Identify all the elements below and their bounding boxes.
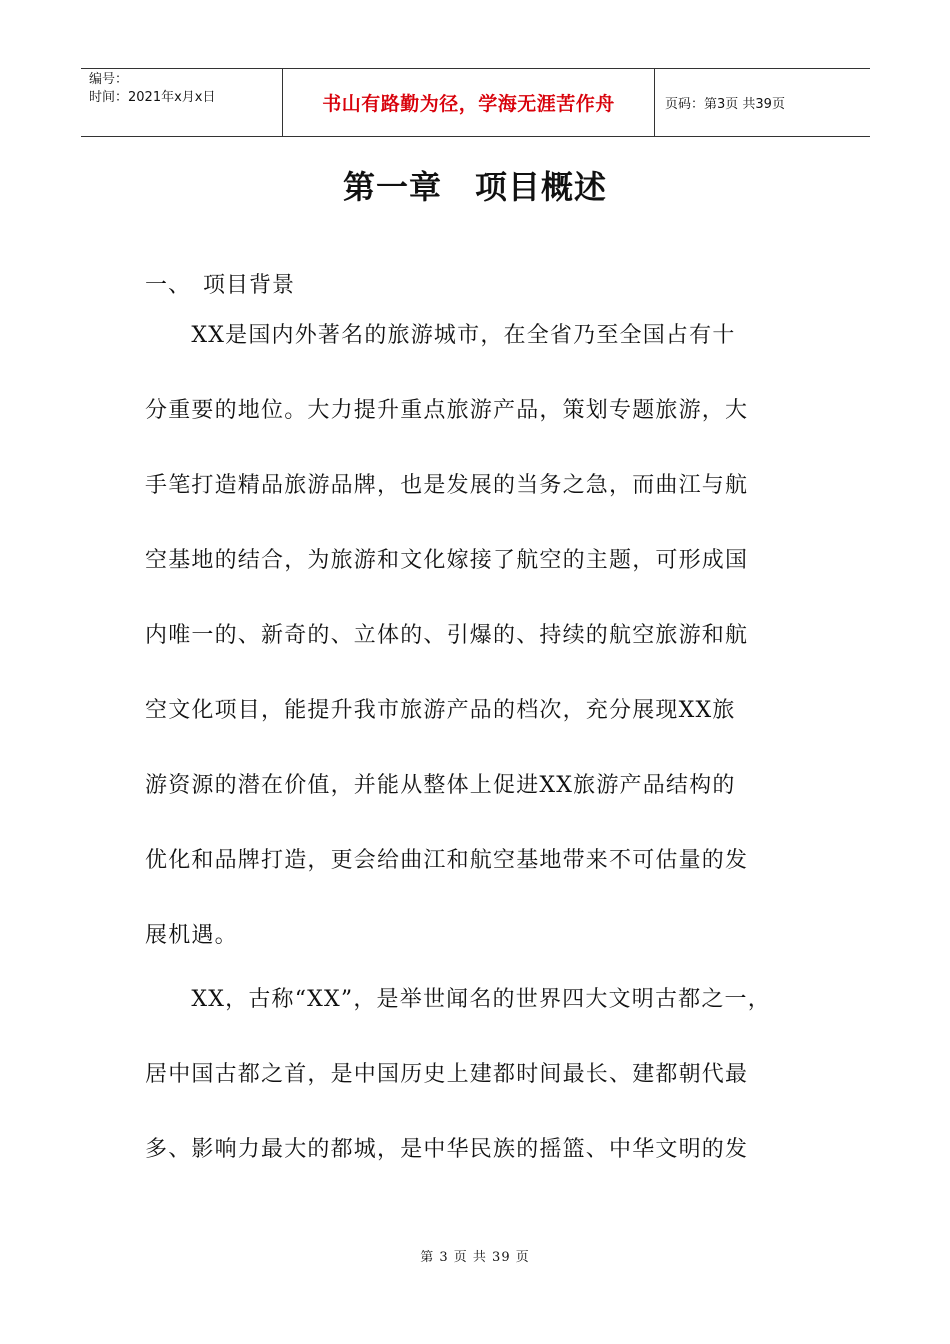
text-line: 多、影响力最大的都城，是中华民族的摇篮、中华文明的发 (145, 1137, 749, 1162)
text-line: 手笔打造精品旅游品牌，也是发展的当务之急，而曲江与航 (145, 473, 749, 498)
number-label: 编号： (89, 72, 129, 87)
text-line: 空文化项目，能提升我市旅游产品的档次，充分展现XX旅 (145, 698, 736, 723)
text-line: 内唯一的、新奇的、立体的、引爆的、持续的航空旅游和航 (145, 623, 749, 648)
text-line: XX是国内外著名的旅游城市，在全省乃至全国占有十 (145, 323, 736, 348)
document-header (81, 68, 870, 137)
text-line: 优化和品牌打造，更会给曲江和航空基地带来不可估量的发 (145, 848, 749, 873)
header-motto: 书山有路勤为径，学海无涯苦作舟 (283, 69, 655, 136)
section-heading: 一、 项目背景 (145, 273, 296, 298)
text-line: 分重要的地位。大力提升重点旅游产品，策划专题旅游，大 (145, 398, 749, 423)
page-footer: 第 3 页 共 39 页 (420, 1250, 530, 1265)
text-line: XX，古称“XX”，是举世闻名的世界四大文明古都之一， (145, 987, 771, 1012)
header-page-info: 页码：第3页 共39页 (665, 97, 785, 112)
chapter-title: 第一章 项目概述 (342, 168, 607, 206)
text-line: 展机遇。 (145, 923, 238, 948)
text-line: 游资源的潜在价值，并能从整体上促进XX旅游产品结构的 (145, 773, 736, 798)
date-label: 时间：2021年x月x日 (89, 90, 216, 105)
text-line: 居中国古都之首，是中国历史上建都时间最长、建都朝代最 (145, 1062, 749, 1087)
text-line: 空基地的结合，为旅游和文化嫁接了航空的主题，可形成国 (145, 548, 749, 573)
header-meta (81, 69, 283, 136)
